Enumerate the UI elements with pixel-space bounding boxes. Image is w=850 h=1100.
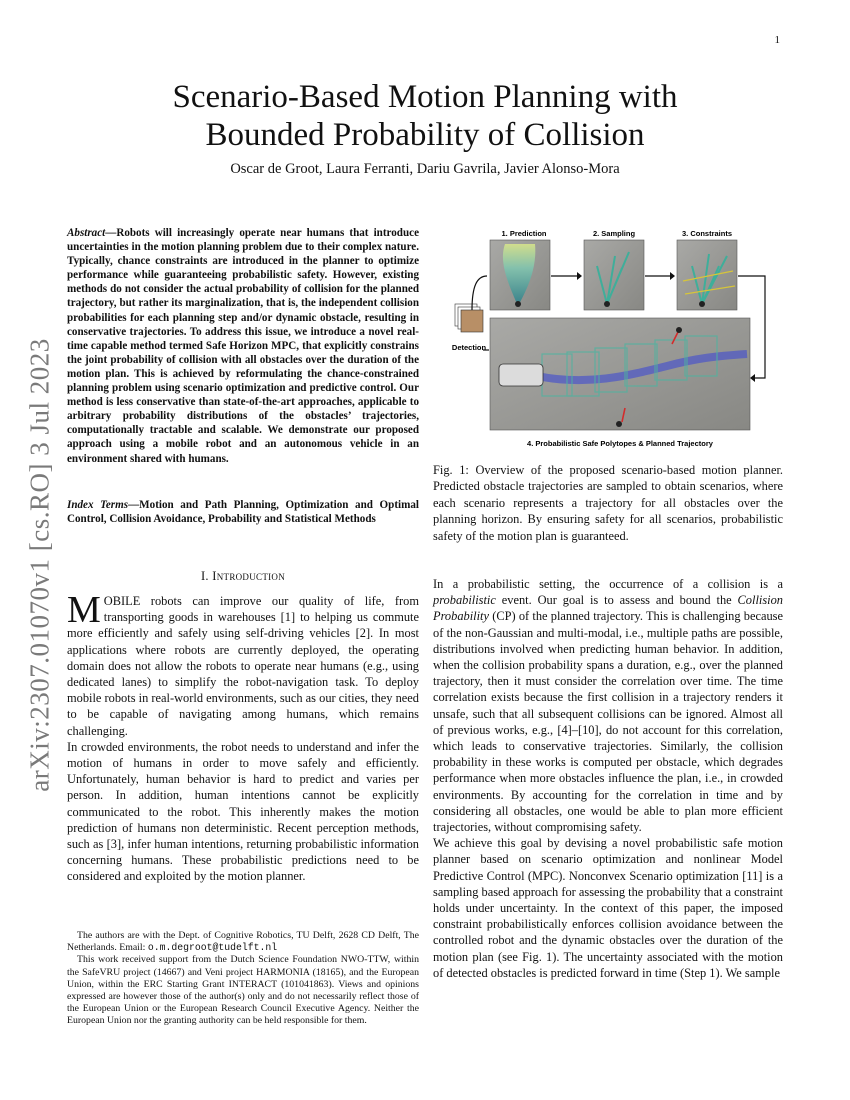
fig-label-detection: Detection	[451, 343, 487, 352]
figure-1	[447, 226, 777, 451]
authors: Oscar de Groot, Laura Ferranti, Dariu Gavrila, Javier Alonso-Mora	[230, 161, 620, 177]
arxiv-watermark	[20, 305, 60, 825]
abstract	[67, 226, 419, 466]
right-p1-part-a: In a probabilistic setting, the occurrence of a collision is a	[433, 577, 783, 591]
panel-constraints	[677, 240, 737, 310]
right-paragraph-2: We achieve this goal by devising a novel probabilistic safe motion planner based on scenario optimization and nonlinear Model Predictive Control (MPC). Nonconvex Scenario optimization [11] is a sampling based approach for assessing the probability that a constraint holds under uncertainty. In the context of this paper, the imposed constraint probabilistically enforces collision avoidance between the controlled robot and the dynamic obstacles over the duration of the motion plan (see Fig. 1). The uncertainty associated with the motion of detected obstacles is predicted forward in time (Step 1). We sample	[433, 836, 783, 980]
panel-trajectory	[490, 318, 750, 430]
abstract-text: —Robots will increasingly operate near humans that introduce uncertainties in the motion planning problem due to their complex nature. Typically, chance constraints are introduced in the planner to optimize performance while guaranteeing probabilistic safety. However, existing methods do not consider the actual probability of collision for the planned trajectory, but rather its marginalization, that is, the independent collision probabilities for each planning step and/or dynamic obstacle, resulting in conservative trajectories. To address this issue, we introduce a novel real-time capable method termed Safe Horizon MPC, that explicitly constrains the joint probability of collision with all obstacles over the duration of the motion plan. This is achieved by reformulating the chance-constrained planning problem using scenario optimization and predictive control. Our method is less conservative than state-of-the-art approaches, applicable to arbitrary probability distributions of the obstacles’ trajectories, computationally tractable and scalable. We demonstrate our proposed approach using a mobile robot and an autonomous vehicle in an environment shared with humans.	[67, 227, 419, 465]
introduction	[67, 589, 419, 885]
paper-title	[100, 78, 750, 154]
figure-1-diagram	[447, 226, 777, 451]
abstract-label: Abstract	[67, 227, 106, 239]
title-line-2: Bounded Probability of Collision	[205, 117, 645, 153]
intro-paragraph-1-text: OBILE robots can improve our quality of life, from transporting goods in warehouses [1] to helping us commute more efficiently and safely using self-driving vehicles [2]. In most applications where robots are currently deployed, the operating domain does not allow the robots to operate near humans (e.g., using dedicated lanes) to simplify the robot-navigation task. To deploy mobile robots in real-world environments, such as our cities, they need to be capable of navigating among humans, which remains challenging.	[67, 594, 419, 738]
title-line-1: Scenario-Based Motion Planning with	[172, 79, 678, 115]
fig-label-trajectory: 4. Probabilistic Safe Polytopes & Planned Trajectory	[527, 439, 713, 448]
right-p1-part-b: event. Our goal is to assess and bound the	[495, 593, 738, 608]
section-heading: I. Introduction	[200, 569, 286, 583]
detection-images	[455, 304, 483, 332]
intro-paragraph-2: In crowded environments, the robot needs to understand and infer the motion of humans in order to move safely and efficiently. Unfortunately, human behavior is hard to predict and varies per person. In addition, human intentions cannot be explicitly communicated to the robot. This inherently makes the motion prediction of humans non deterministic. Recent perception methods, such as [3], infer human intentions, returning probabilistic information concerning humans. These probabilistic predictions need to be considered and exploited by the motion planner.	[67, 739, 419, 884]
intro-paragraph-1	[67, 589, 419, 739]
figure-caption: Fig. 1: Overview of the proposed scenario-based motion planner. Predicted obstacle trajectories are sampled to obtain scenarios, where each scenario represents a trajectory for all obstacles over the planning horizon. By ensuring safety for all scenarios, probabilistic safety of the motion plan is guaranteed.	[433, 463, 783, 543]
index-terms-label: Index Terms	[67, 499, 129, 511]
right-p1-emphasis-2: Collision Probability	[433, 593, 783, 624]
arxiv-id: arXiv:2307.01070v1 [cs.RO] 3 Jul 2023	[24, 338, 55, 792]
right-p1-emphasis-1: probabilistic	[433, 593, 496, 608]
drop-cap: M	[67, 589, 101, 631]
right-p1-part-c: (CP) of the planned trajectory. This is challenging because of the non-Gaussian and multi-modal, i.e., multiple paths are possible, distributions involved when predicting human behavior. In addition, when the collision probability spans a duration, e.g., over the planned trajectory, then it must consider the correlation over time. The time correlation exists because the first collision in a trajectory renders it unsafe, such that all subsequent collisions can be ignored. Almost all of previous works, e.g., [4]–[10], do not account for this correlation, which leads to conservative trajectories. Similarly, the collision probability in these works is computed per obstacle, which degrades performance when more obstacles influence the plan, i.e., in crowded environments. By accounting for the correlation in time and by considering all obstacles, one would be able to plan more efficient trajectories, without compromising safety.	[433, 609, 783, 835]
footnote-funding: This work received support from the Dutch Science Foundation NWO-TTW, within the SafeVRU project (14667) and Veni project HARMONIA (18165), and the European Union, within the ERC Starting Grant INTERACT (101041863). Views and opinions expressed are however those of the author(s) only and do not necessarily reflect those of the European Union or the European Research Council Executive Agency. Neither the European Union nor the granting authority can be held responsible for them.	[67, 954, 419, 1027]
fig-label-prediction: 1. Prediction	[501, 229, 547, 238]
page-number: 1	[774, 34, 780, 46]
footnote-email[interactable]: o.m.degroot@tudelft.nl	[147, 942, 278, 954]
fig-label-constraints: 3. Constraints	[681, 229, 733, 238]
right-column-text	[433, 576, 783, 981]
index-terms-text: —Motion and Path Planning, Optimization and Optimal Control, Collision Avoidance, Probability and Statistical Methods	[67, 499, 419, 526]
footnote-affiliation-text: The authors are with the Dept. of Cognitive Robotics, TU Delft, 2628 CD Delft, The Netherlands. Email:	[67, 930, 419, 954]
panel-prediction	[490, 240, 550, 310]
footnote	[67, 930, 419, 1028]
index-terms	[67, 498, 419, 526]
panel-sampling	[584, 240, 644, 310]
footnote-affiliation	[67, 930, 419, 954]
right-paragraph-1	[433, 576, 783, 835]
fig-label-sampling: 2. Sampling	[592, 229, 636, 238]
